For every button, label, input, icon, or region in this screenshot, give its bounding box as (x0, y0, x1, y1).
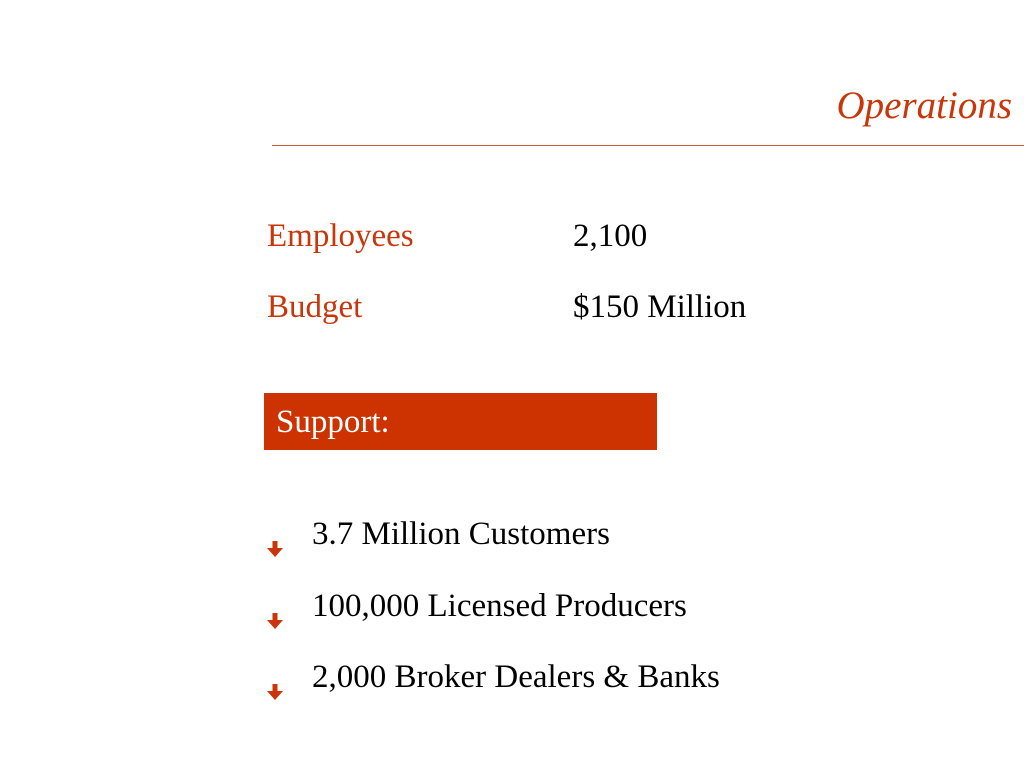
stat-value: 2,100 (573, 218, 648, 254)
bullet-text: 100,000 Licensed Producers (312, 587, 687, 624)
stat-label: Employees (267, 218, 414, 254)
slide-title: Operations (836, 84, 1012, 127)
arrow-down-icon (266, 599, 284, 615)
bullet-text: 2,000 Broker Dealers & Banks (312, 659, 720, 695)
bullet-text: 3.7 Million Customers (312, 516, 610, 552)
stat-value: $150 Million (573, 289, 747, 325)
arrow-down-icon (266, 670, 284, 686)
title-divider (272, 145, 1024, 146)
support-heading-box (264, 393, 657, 450)
support-heading: Support: (276, 404, 390, 440)
stat-label: Budget (267, 289, 363, 325)
arrow-down-icon (266, 527, 284, 543)
